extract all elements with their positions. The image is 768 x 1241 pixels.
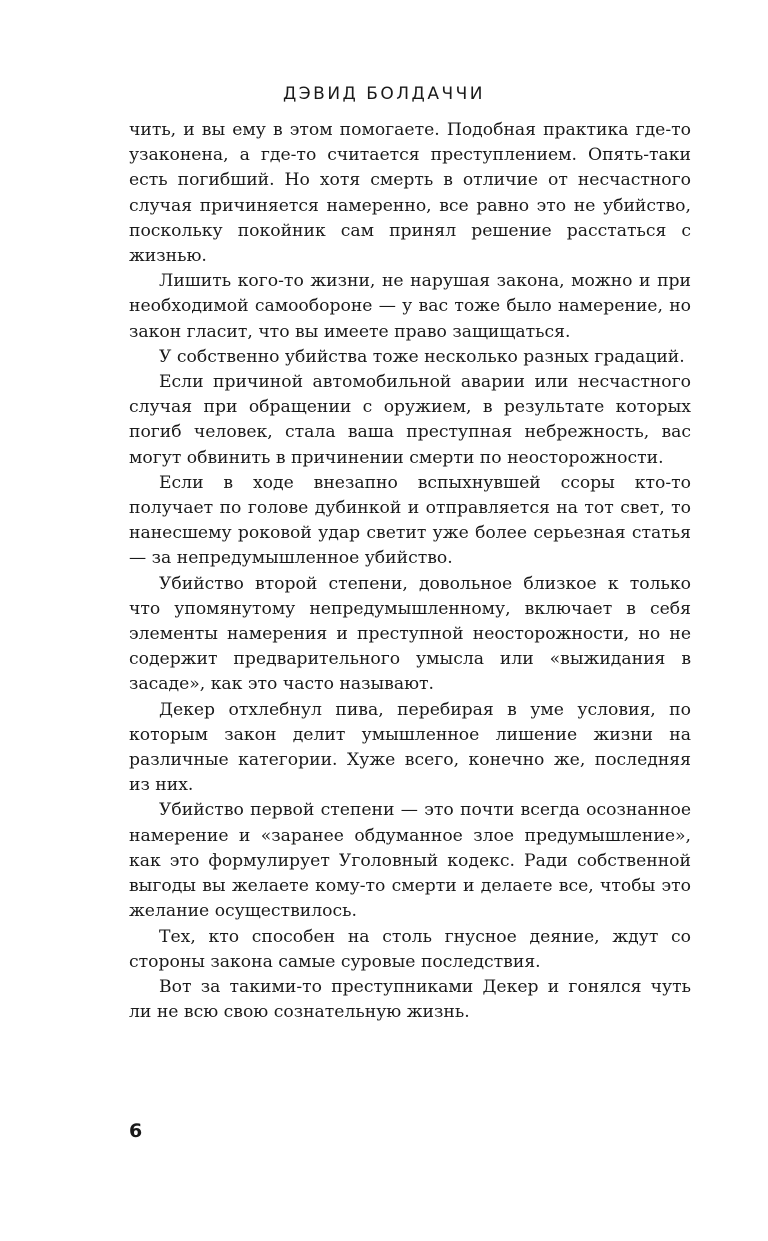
paragraph: Декер отхлебнул пива, перебирая в уме условия, по которым закон делит умышленное лишение жизни на различные категории. Хуже всего, конечно же, последняя из них. <box>129 699 691 796</box>
paragraph: Если в ходе внезапно вспыхнувшей ссоры кто-то получает по голове дубинкой и отправляется на тот свет, то нанесшему роковой удар светит уже более серьезная статья — за непредумышленное убийство. <box>129 472 691 569</box>
paragraph: Убийство второй степени, довольное близкое к только что упомянутому непредумышленному, включает в себя элементы намерения и преступной неосторожности, но не содержит предварительного умысла или «выжидания в засаде», как это часто называют. <box>129 573 691 695</box>
paragraph: Если причиной автомобильной аварии или несчастного случая при обращении с оружием, в результате которых погиб человек, стала ваша преступная небрежность, вас могут обвинить в причинении смерти по неосторожности. <box>129 372 691 468</box>
body-text <box>129 118 691 1025</box>
paragraph: чить, и вы ему в этом помогаете. Подобная практика где-то узаконена, а где-то считается преступлением. Опять-таки есть погибший. Но хотя смерть в отличие от несчастного случая причиняется намеренно, все равно это не убийство, поскольку покойник сам принял решение расстаться с жизнью. <box>129 120 691 267</box>
page-number: 6 <box>129 1120 143 1142</box>
running-head: ДЭВИД БОЛДАЧЧИ <box>283 84 485 104</box>
paragraph: Тех, кто способен на столь гнусное деяние, ждут со стороны закона самые суровые последствия. <box>129 926 691 972</box>
paragraph: Лишить кого-то жизни, не нарушая закона, можно и при необходимой самообороне — у вас тоже было намерение, но закон гласит, что вы имеете право защищаться. <box>129 271 691 342</box>
paragraph: У собственно убийства тоже несколько разных градаций. <box>159 346 685 367</box>
paragraph: Вот за такими-то преступниками Декер и гонялся чуть ли не всю свою сознательную жизнь. <box>129 976 691 1023</box>
paragraph: Убийство первой степени — это почти всегда осознанное намерение и «заранее обдуманное злое предумышление», как это формулирует Уголовный кодекс. Ради собственной выгоды вы желаете кому-то смерти и делаете все, чтобы это желание осуществилось. <box>129 800 691 922</box>
